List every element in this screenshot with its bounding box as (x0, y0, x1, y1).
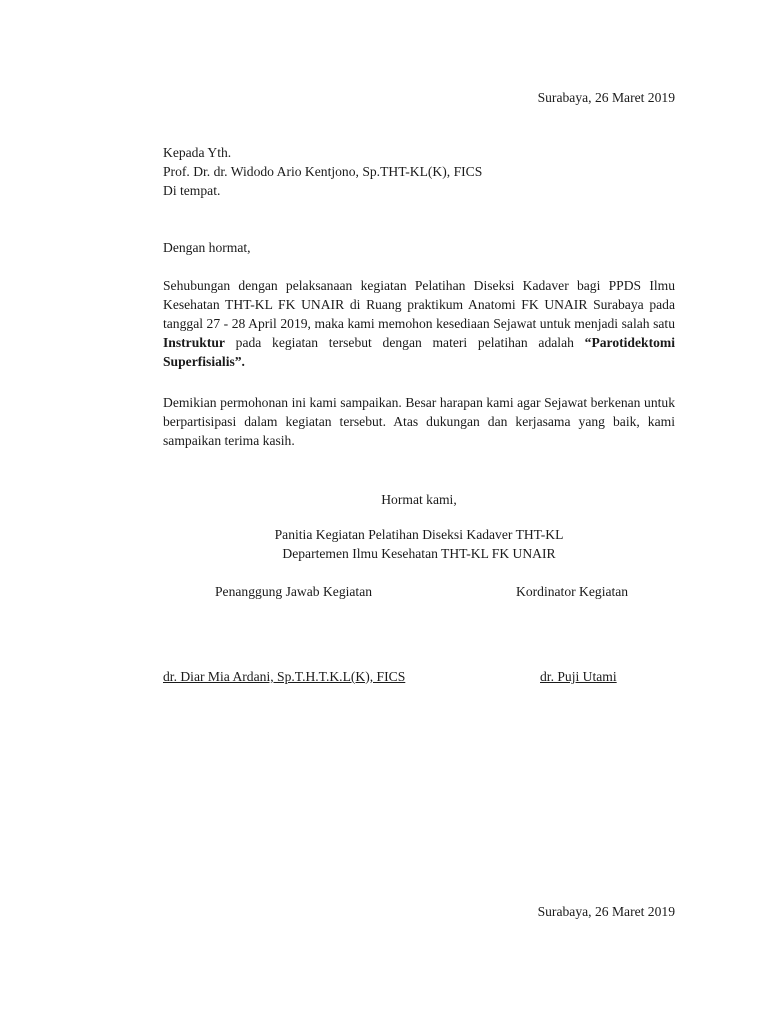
recipient-line-1: Kepada Yth. (163, 145, 232, 160)
recipient-block (163, 143, 675, 200)
training-topic: “Parotidektomi Superfisialis”. (163, 335, 676, 369)
department-name: Departemen Ilmu Kesehatan THT-KL FK UNAIR (282, 546, 556, 561)
paragraph-closing-remarks: Demikian permohonan ini kami sampaikan. Besar harapan kami agar Sejawat berkenan untuk berpartisipasi dalam kegiatan tersebut. Atas dukungan dan kerjasama yang baik, kami sampaikan terima kasih. (163, 395, 675, 448)
committee-name: Panitia Kegiatan Pelatihan Diseksi Kadaver THT-KL (274, 527, 564, 542)
letter-date-top: Surabaya, 26 Maret 2019 (537, 90, 675, 105)
role-instruktur: Instruktur (163, 335, 225, 350)
paragraph-request-text-b: pada kegiatan tersebut dengan materi pelatihan adalah (235, 335, 574, 350)
letter-date-bottom: Surabaya, 26 Maret 2019 (537, 904, 675, 919)
recipient-location: Di tempat. (163, 183, 221, 198)
signatory-right-title: Kordinator Kegiatan (516, 584, 629, 599)
salutation: Dengan hormat, (163, 240, 251, 255)
paragraph-request (163, 276, 675, 371)
closing-greeting: Hormat kami, (381, 492, 457, 507)
signatory-left-title: Penanggung Jawab Kegiatan (215, 584, 373, 599)
committee-block (163, 525, 675, 563)
signatory-right-name: dr. Puji Utami (540, 669, 617, 684)
recipient-name: Prof. Dr. dr. Widodo Ario Kentjono, Sp.THT-KL(K), FICS (163, 164, 483, 179)
signatory-left-name: dr. Diar Mia Ardani, Sp.T.H.T.K.L(K), FICS (163, 669, 406, 684)
paragraph-request-text-a: Sehubungan dengan pelaksanaan kegiatan Pelatihan Diseksi Kadaver bagi PPDS Ilmu Kesehatan THT-KL FK UNAIR di Ruang praktikum Anatomi FK UNAIR Surabaya pada tanggal 27 - 28 April 2019, maka kami memohon kesediaan Sejawat untuk menjadi salah satu (163, 278, 675, 331)
